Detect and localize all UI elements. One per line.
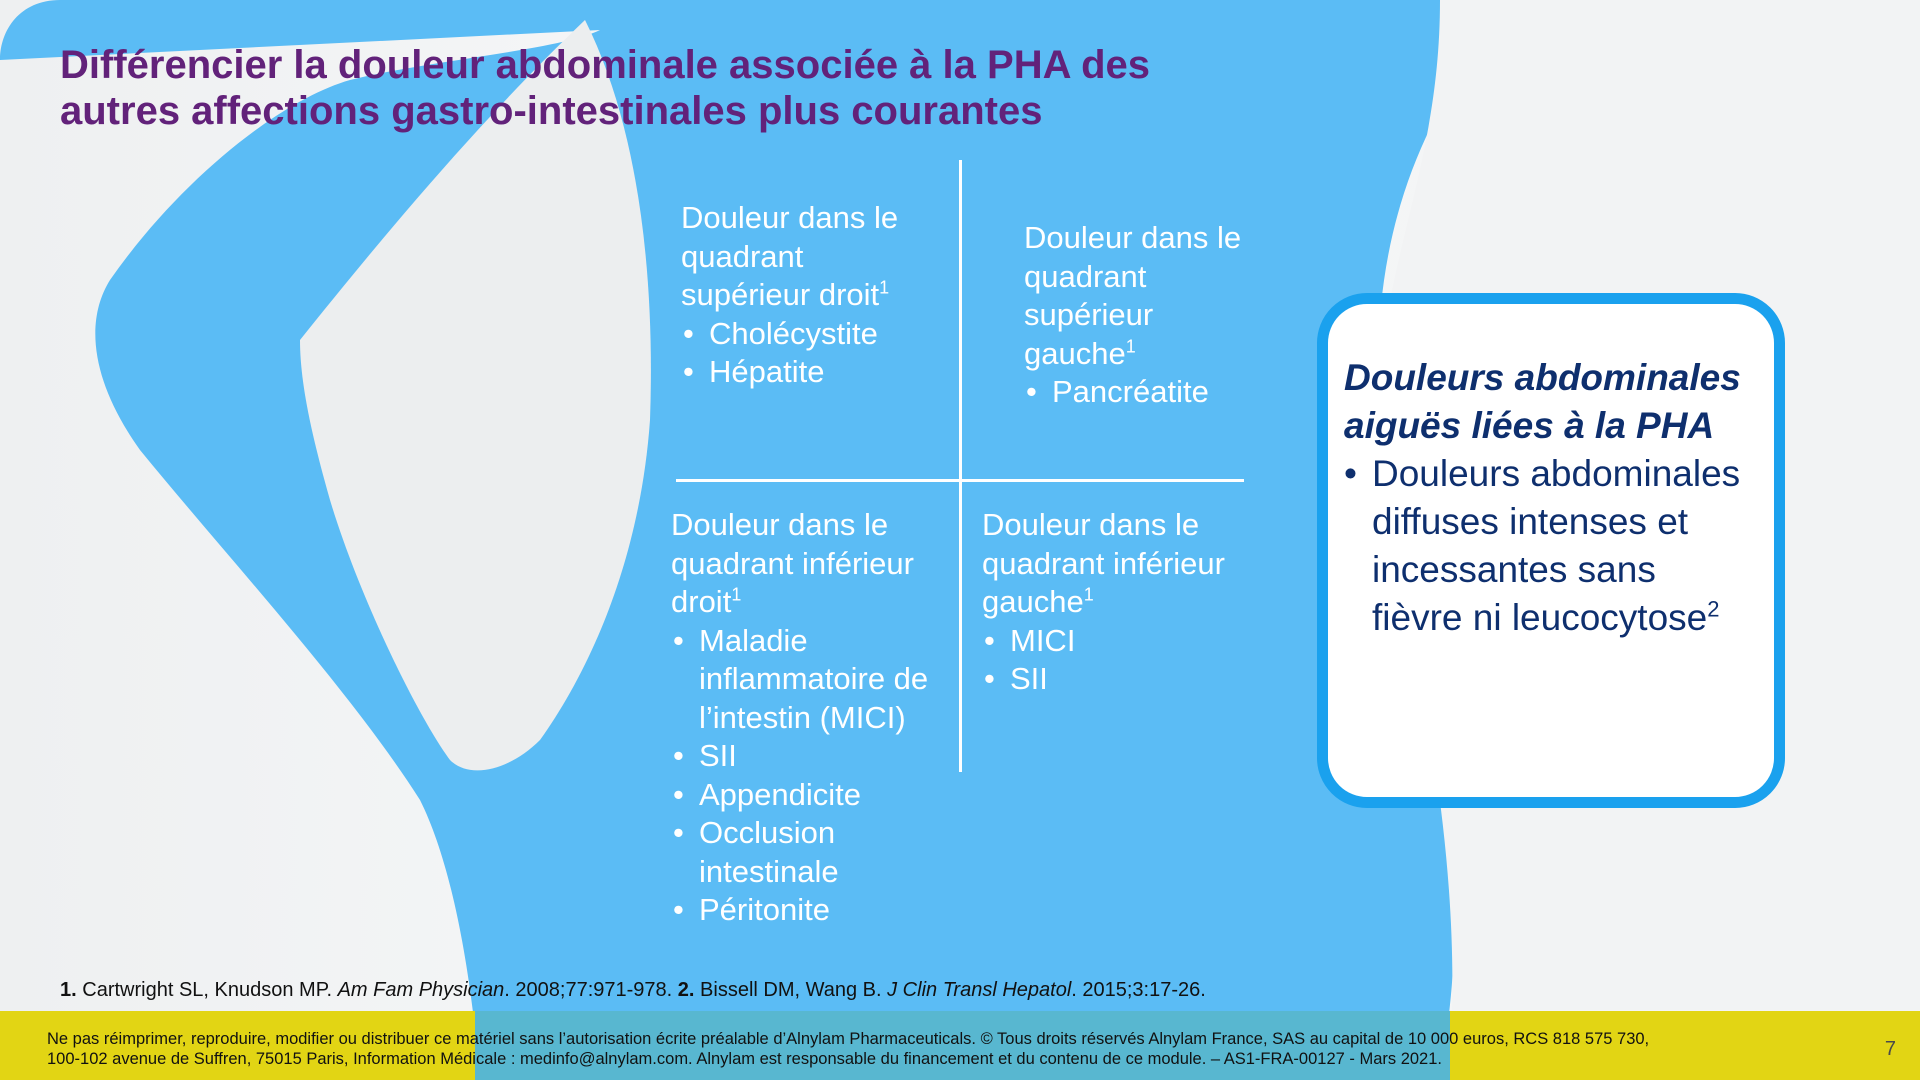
callout-list [1344,450,1756,642]
heading-line [671,583,953,622]
heading-line: Douleur dans le [681,200,899,235]
reference-authors: Bissell DM, Wang B. [700,979,882,1001]
reference-marker: 1 [1083,584,1094,605]
slide-title-line-2: autres affections gastro-intestinales plus courantes [60,89,1043,133]
heading-line [1024,335,1254,374]
condition-list [671,622,953,930]
reference-number: 1. [60,979,77,1001]
condition-item: • Occlusion intestinale [671,814,953,891]
page-number: 7 [1884,1038,1896,1060]
reference-journal: J Clin Transl Hepatol [887,979,1072,1001]
condition-list [681,315,951,392]
reference-marker: 2 [1707,596,1720,622]
condition-list [982,622,1252,699]
footer-line: Ne pas réimprimer, reproduire, modifier ou distribuer ce matériel sans l’autorisation écrite préalable d’Alnylam Pharmaceuticals. © Tous droits réservés Alnylam France, SAS au capital de 10 000 euros, RCS 818 575 730, [47,1030,1650,1048]
quadrant-vertical-divider [959,160,962,772]
heading-line: Douleur dans le [671,507,889,542]
reference-authors: Cartwright SL, Knudson MP. [82,979,333,1001]
heading-line [982,583,1252,622]
quadrant-upper-left [1024,219,1254,412]
callout-heading: Douleurs abdominales aiguës liées à la PHA [1344,357,1741,446]
quadrant-lower-left-heading [982,506,1252,622]
heading-line: supérieur [1024,297,1154,332]
reference-journal: Am Fam Physician [337,979,505,1001]
reference-details: . 2015;3:17-26. [1071,979,1206,1001]
quadrant-upper-left-heading [1024,219,1254,373]
heading-line: Douleur dans le [982,507,1200,542]
heading-line: Douleur dans le [1024,220,1242,255]
slide-title-line-1: Différencier la douleur abdominale associée à la PHA des [60,43,1151,87]
heading-line: quadrant inférieur [671,545,914,581]
condition-item: • SII [671,737,953,776]
quadrant-lower-left [982,506,1252,699]
reference-number: 2. [677,979,695,1001]
pha-callout-box [1317,293,1785,808]
quadrant-lower-right [671,506,953,930]
reference-marker: 1 [879,277,890,298]
footer-line: 100-102 avenue de Suffren, 75015 Paris, Information Médicale : medinfo@alnylam.com. Alnylam est responsable du financement et du contenu de ce module. – AS1-FRA-00127 - Mars 2021. [47,1050,1442,1068]
footer-bar [0,1011,1920,1080]
heading-text: gauche [1024,335,1126,371]
references [60,978,1206,1002]
quadrant-upper-right-heading [681,199,951,315]
condition-item: • MICI [982,622,1252,661]
slide-title [60,42,1360,134]
heading-text: droit [671,584,732,619]
condition-item: • Pancréatite [1024,373,1254,412]
condition-item: • Maladie inflammatoire de l’intestin (MICI) [671,622,953,738]
reference-marker: 1 [731,584,742,605]
condition-item: • Péritonite [671,891,953,930]
footer-legal-text [47,1029,1767,1069]
heading-line: quadrant [681,238,804,274]
heading-text: gauche [982,584,1084,619]
heading-line: quadrant [1024,258,1147,294]
heading-text: supérieur droit [681,277,880,312]
condition-list [1024,373,1254,412]
heading-line [681,276,951,315]
quadrant-upper-right [681,199,951,392]
condition-item: • Hépatite [681,353,951,392]
condition-item: • SII [982,660,1252,699]
quadrant-lower-right-heading [671,506,953,622]
reference-marker: 1 [1125,336,1136,357]
reference-details: . 2008;77:971-978. [504,979,673,1001]
condition-item: • Appendicite [671,776,953,815]
callout-item [1344,450,1756,642]
callout-item-text: Douleurs abdominales diffuses intenses et incessantes sans fièvre ni leucocytose [1372,453,1741,638]
condition-item: • Cholécystite [681,315,951,354]
heading-line: quadrant inférieur [982,545,1225,581]
quadrant-horizontal-divider [676,479,1244,482]
